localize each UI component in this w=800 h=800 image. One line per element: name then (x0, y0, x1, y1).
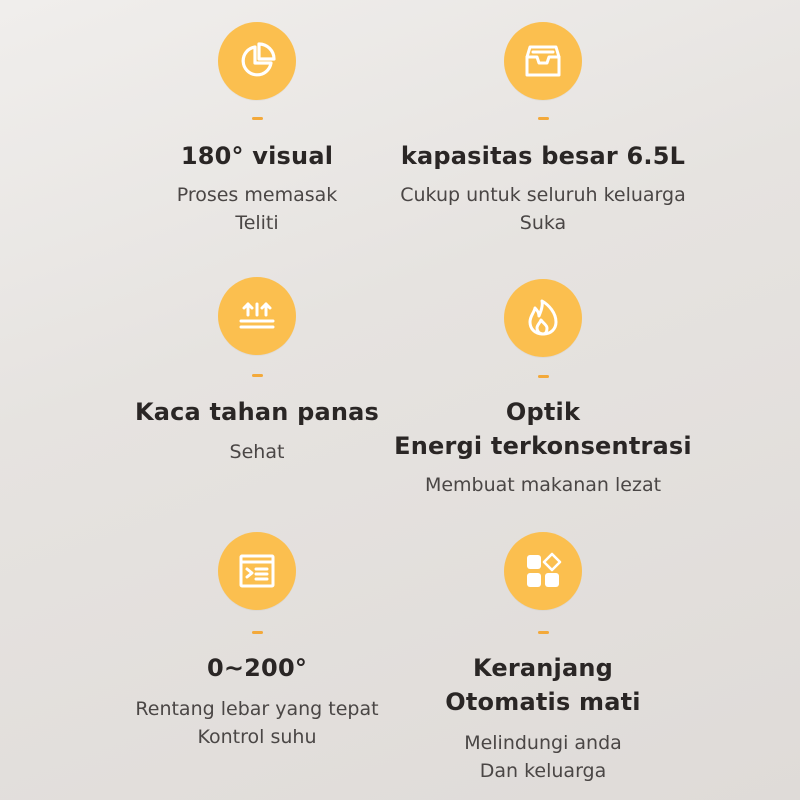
feature-description: Melindungi anda Dan keluarga (464, 732, 622, 782)
divider-dash (252, 374, 263, 377)
feature-capacity (373, 22, 713, 237)
feature-description: Membuat makanan lezat (424, 474, 662, 496)
feature-title: Optik Energi terkonsentrasi (394, 398, 692, 460)
feature-description: Sehat (229, 441, 285, 463)
divider-dash (252, 117, 263, 120)
divider-dash (252, 631, 263, 634)
app-grid-icon (504, 532, 582, 610)
feature-description: Rentang lebar yang tepat Kontrol suhu (135, 698, 379, 748)
feature-description: Proses memasak Teliti (176, 184, 338, 234)
feature-title: 0~200° (206, 654, 308, 682)
feature-title: Kaca tahan panas (134, 398, 380, 426)
feature-basket-auto-off (373, 532, 713, 785)
divider-dash (538, 631, 549, 634)
feature-optics (373, 279, 713, 499)
divider-dash (538, 375, 549, 378)
heat-rising-icon (218, 277, 296, 355)
control-panel-icon (218, 532, 296, 610)
divider-dash (538, 117, 549, 120)
feature-description: Cukup untuk seluruh keluarga Suka (400, 184, 686, 234)
feature-title: Keranjang Otomatis mati (445, 654, 641, 716)
tray-icon (504, 22, 582, 100)
flame-icon (504, 279, 582, 357)
pie-chart-icon (218, 22, 296, 100)
feature-title: 180° visual (180, 142, 334, 170)
feature-title: kapasitas besar 6.5L (400, 142, 686, 170)
